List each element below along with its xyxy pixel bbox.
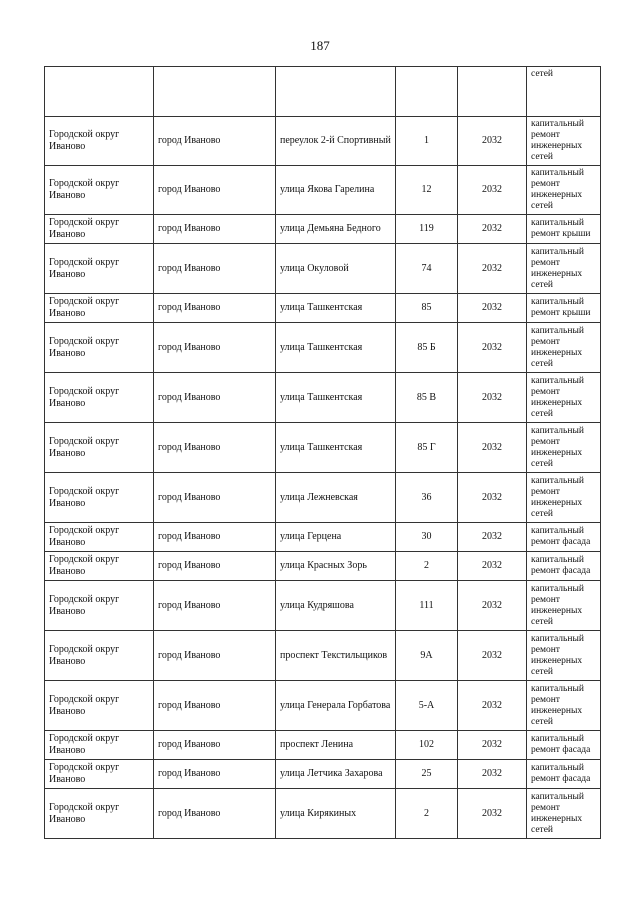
- cell-work: капитальный ремонт крыши: [527, 215, 601, 244]
- cell-work: капитальный ремонт фасада: [527, 760, 601, 789]
- cell-year: 2032: [458, 731, 527, 760]
- cell-house: 12: [396, 166, 458, 215]
- cell-work: капитальный ремонт инженерных сетей: [527, 117, 601, 166]
- cell-city: город Иваново: [154, 373, 276, 423]
- cell-street: улица Ташкентская: [276, 323, 396, 373]
- table-row: [45, 473, 601, 523]
- cell-house: 111: [396, 581, 458, 631]
- cell-year: 2032: [458, 631, 527, 681]
- cell-work: капитальный ремонт инженерных сетей: [527, 373, 601, 423]
- page-number: 187: [310, 38, 330, 53]
- cell-year: 2032: [458, 473, 527, 523]
- cell-house: 5-А: [396, 681, 458, 731]
- cell-house: 85 Г: [396, 423, 458, 473]
- cell-house: 36: [396, 473, 458, 523]
- cell-district: [45, 67, 154, 117]
- cell-street: улица Якова Гарелина: [276, 166, 396, 215]
- cell-street: улица Ташкентская: [276, 423, 396, 473]
- cell-work: капитальный ремонт инженерных сетей: [527, 789, 601, 839]
- cell-city: город Иваново: [154, 294, 276, 323]
- cell-district: Городской округ Иваново: [45, 166, 154, 215]
- cell-work: капитальный ремонт инженерных сетей: [527, 473, 601, 523]
- cell-work: капитальный ремонт инженерных сетей: [527, 166, 601, 215]
- cell-city: город Иваново: [154, 473, 276, 523]
- cell-house: 30: [396, 523, 458, 552]
- table-row: [45, 523, 601, 552]
- cell-house: 85 Б: [396, 323, 458, 373]
- cell-street: проспект Текстильщиков: [276, 631, 396, 681]
- cell-year: 2032: [458, 760, 527, 789]
- cell-house: 119: [396, 215, 458, 244]
- cell-work: сетей: [527, 67, 601, 117]
- cell-year: 2032: [458, 323, 527, 373]
- table-row: [45, 166, 601, 215]
- cell-street: улица Кирякиных: [276, 789, 396, 839]
- cell-house: 9А: [396, 631, 458, 681]
- table-row-continuation: [45, 67, 601, 117]
- cell-work: капитальный ремонт фасада: [527, 523, 601, 552]
- cell-city: город Иваново: [154, 523, 276, 552]
- cell-district: Городской округ Иваново: [45, 552, 154, 581]
- cell-year: 2032: [458, 373, 527, 423]
- cell-street: [276, 67, 396, 117]
- cell-street: улица Летчика Захарова: [276, 760, 396, 789]
- cell-district: Городской округ Иваново: [45, 581, 154, 631]
- cell-street: улица Красных Зорь: [276, 552, 396, 581]
- cell-year: 2032: [458, 215, 527, 244]
- table-row: [45, 423, 601, 473]
- cell-city: город Иваново: [154, 581, 276, 631]
- cell-house: 85: [396, 294, 458, 323]
- cell-street: переулок 2-й Спортивный: [276, 117, 396, 166]
- cell-street: улица Кудряшова: [276, 581, 396, 631]
- cell-year: 2032: [458, 423, 527, 473]
- cell-street: улица Ташкентская: [276, 294, 396, 323]
- cell-work: капитальный ремонт инженерных сетей: [527, 581, 601, 631]
- table-row: [45, 244, 601, 294]
- cell-city: город Иваново: [154, 423, 276, 473]
- cell-district: Городской округ Иваново: [45, 373, 154, 423]
- cell-city: город Иваново: [154, 681, 276, 731]
- cell-city: город Иваново: [154, 166, 276, 215]
- cell-city: город Иваново: [154, 631, 276, 681]
- repair-schedule-table: [44, 66, 601, 839]
- cell-city: город Иваново: [154, 789, 276, 839]
- cell-district: Городской округ Иваново: [45, 731, 154, 760]
- cell-district: Городской округ Иваново: [45, 323, 154, 373]
- cell-district: Городской округ Иваново: [45, 789, 154, 839]
- cell-work: капитальный ремонт инженерных сетей: [527, 423, 601, 473]
- cell-city: [154, 67, 276, 117]
- cell-year: 2032: [458, 166, 527, 215]
- cell-city: город Иваново: [154, 760, 276, 789]
- table-row: [45, 373, 601, 423]
- cell-year: [458, 67, 527, 117]
- cell-city: город Иваново: [154, 323, 276, 373]
- table-row: [45, 552, 601, 581]
- cell-house: 2: [396, 552, 458, 581]
- cell-district: Городской округ Иваново: [45, 473, 154, 523]
- table-row: [45, 215, 601, 244]
- cell-district: Городской округ Иваново: [45, 423, 154, 473]
- cell-house: 1: [396, 117, 458, 166]
- table-row: [45, 323, 601, 373]
- table-row: [45, 117, 601, 166]
- cell-district: Городской округ Иваново: [45, 117, 154, 166]
- cell-work: капитальный ремонт инженерных сетей: [527, 681, 601, 731]
- cell-work: капитальный ремонт крыши: [527, 294, 601, 323]
- cell-street: улица Демьяна Бедного: [276, 215, 396, 244]
- cell-year: 2032: [458, 523, 527, 552]
- cell-house: 85 В: [396, 373, 458, 423]
- cell-district: Городской округ Иваново: [45, 631, 154, 681]
- cell-street: улица Лежневская: [276, 473, 396, 523]
- table-row: [45, 731, 601, 760]
- cell-city: город Иваново: [154, 244, 276, 294]
- table-row: [45, 294, 601, 323]
- cell-district: Городской округ Иваново: [45, 215, 154, 244]
- table-row: [45, 631, 601, 681]
- cell-city: город Иваново: [154, 215, 276, 244]
- cell-city: город Иваново: [154, 552, 276, 581]
- cell-year: 2032: [458, 681, 527, 731]
- cell-house: 25: [396, 760, 458, 789]
- table-row: [45, 581, 601, 631]
- cell-street: улица Генерала Горбатова: [276, 681, 396, 731]
- cell-street: проспект Ленина: [276, 731, 396, 760]
- cell-work: капитальный ремонт фасада: [527, 552, 601, 581]
- cell-street: улица Герцена: [276, 523, 396, 552]
- cell-year: 2032: [458, 552, 527, 581]
- cell-work: капитальный ремонт инженерных сетей: [527, 323, 601, 373]
- cell-district: Городской округ Иваново: [45, 760, 154, 789]
- cell-house: 74: [396, 244, 458, 294]
- cell-district: Городской округ Иваново: [45, 523, 154, 552]
- cell-house: [396, 67, 458, 117]
- cell-street: улица Окуловой: [276, 244, 396, 294]
- cell-work: капитальный ремонт фасада: [527, 731, 601, 760]
- table-row: [45, 789, 601, 839]
- cell-house: 2: [396, 789, 458, 839]
- cell-district: Городской округ Иваново: [45, 244, 154, 294]
- cell-city: город Иваново: [154, 117, 276, 166]
- cell-year: 2032: [458, 789, 527, 839]
- cell-year: 2032: [458, 244, 527, 294]
- cell-house: 102: [396, 731, 458, 760]
- cell-year: 2032: [458, 117, 527, 166]
- table-row: [45, 760, 601, 789]
- table-row: [45, 681, 601, 731]
- cell-year: 2032: [458, 581, 527, 631]
- cell-street: улица Ташкентская: [276, 373, 396, 423]
- cell-work: капитальный ремонт инженерных сетей: [527, 244, 601, 294]
- table-body: [45, 67, 601, 839]
- cell-city: город Иваново: [154, 731, 276, 760]
- cell-district: Городской округ Иваново: [45, 681, 154, 731]
- cell-district: Городской округ Иваново: [45, 294, 154, 323]
- cell-work: капитальный ремонт инженерных сетей: [527, 631, 601, 681]
- cell-year: 2032: [458, 294, 527, 323]
